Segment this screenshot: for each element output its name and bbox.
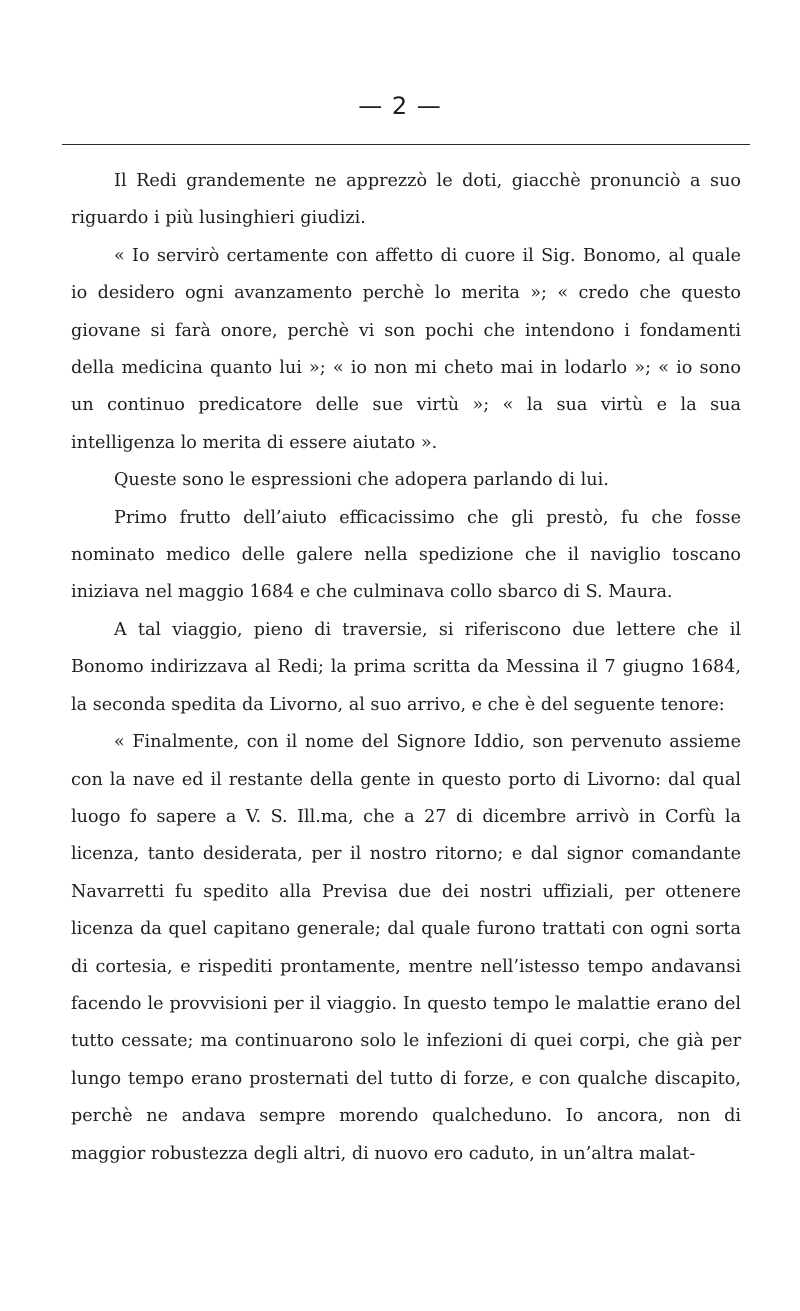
paragraph: Queste sono le espressioni che adopera parlando di lui. [114, 470, 609, 491]
paragraph: Il Redi grandemente ne apprezzò le doti, giacchè pronunciò a suo riguardo i più lusinghieri giudizi. [71, 171, 741, 229]
paragraph: « Io servirò certamente con affetto di cuore il Sig. Bonomo, al quale io desidero ogni avanzamento perchè lo merita »; « credo che questo giovane si farà onore, perchè vi son pochi che intendono i fondamenti della medicina quanto lui »; « io non mi cheto mai in lodarlo »; « io sono un continuo predicatore delle sue virtù »; « la sua virtù e la sua intelligenza lo merita di essere aiutato ». [71, 245, 741, 453]
paragraph: « Finalmente, con il nome del Signore Iddio, son pervenuto assieme con la nave ed il restante della gente in questo porto di Livorno: dal qual luogo fo sapere a V. S. Ill.ma, che a 27 di dicembre arrivò in Corfù la licenza, tanto desiderata, per il nostro ritorno; e dal signor comandante Navarretti fu spedito alla Previsa due dei nostri uffiziali, per ottenere licenza da quel capitano generale; dal quale furono trattati con ogni sorta di cortesia, e rispediti prontamente, mentre nell’istesso tempo andavansi facendo le provvisioni per il viaggio. In questo tempo le malattie erano del tutto cessate; ma continuarono solo le infezioni di quei corpi, che già per lungo tempo erano prosternati del tutto di forze, e con qualche discapito, perchè ne andava sempre morendo qualcheduno. Io ancora, non di maggior robustezza degli altri, di nuovo ero caduto, in un’altra malat- [71, 732, 741, 1164]
paragraph: Primo frutto dell’aiuto efficacissimo che gli prestò, fu che fosse nominato medico delle galere nella spedizione che il naviglio toscano iniziava nel maggio 1684 e che culminava collo sbarco di S. Maura. [71, 507, 741, 603]
body-text [71, 163, 741, 1173]
paragraph: A tal viaggio, pieno di traversie, si riferiscono due lettere che il Bonomo indirizzava al Redi; la prima scritta da Messina il 7 giugno 1684, la seconda spedita da Livorno, al suo arrivo, e che è del seguente tenore: [71, 619, 741, 715]
header-rule [62, 144, 750, 145]
page-number: — 2 — [358, 92, 442, 120]
